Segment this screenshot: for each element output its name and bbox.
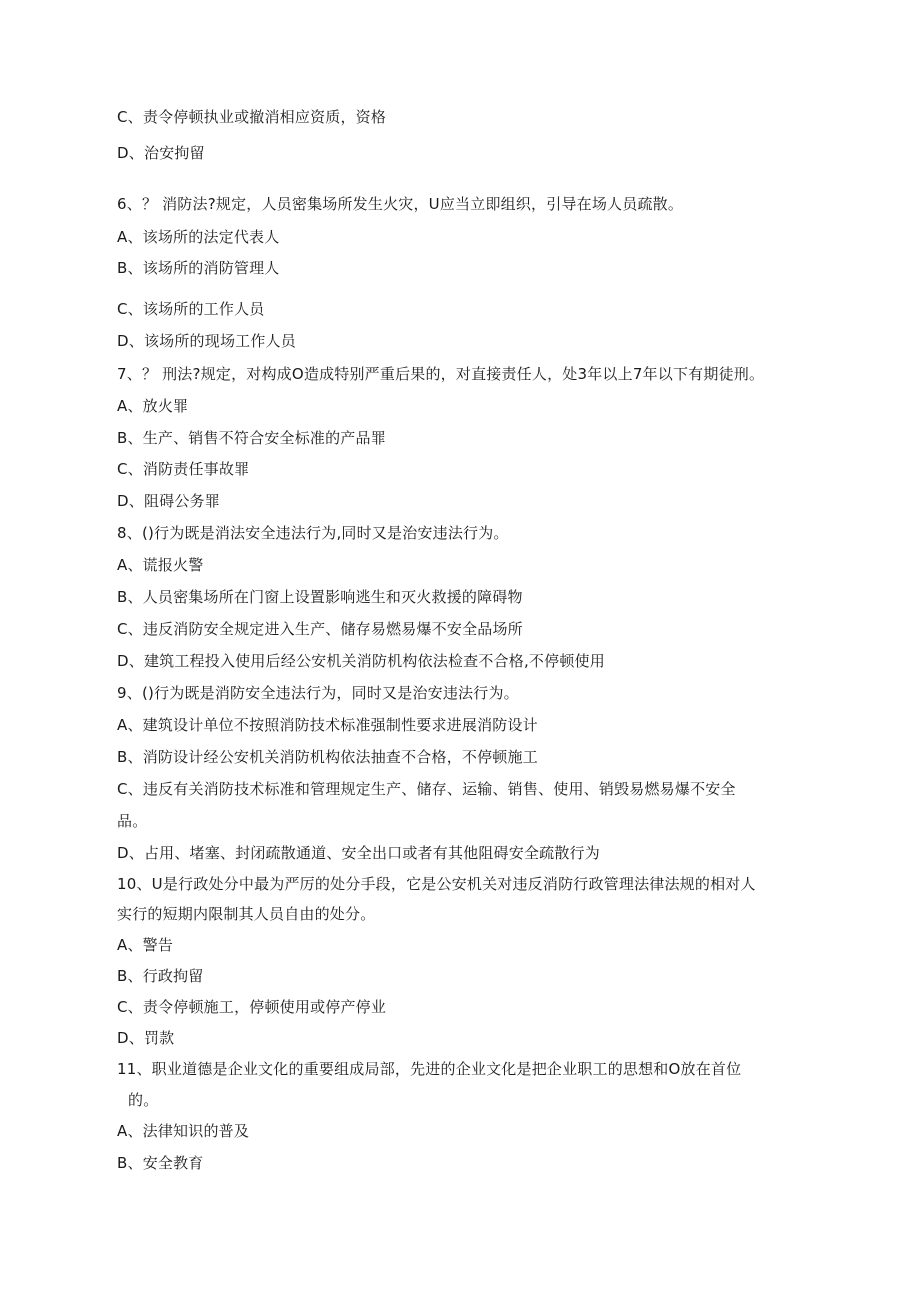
option-6c: C、该场所的工作人员 <box>117 300 265 318</box>
option-7c: C、消防责任事故罪 <box>117 460 250 478</box>
question-6: 6、？ 消防法?规定，人员密集场所发生火灾，U应当立即组织，引导在场人员疏散。 <box>117 195 684 213</box>
option-7b: B、生产、销售不符合安全标准的产品罪 <box>117 429 386 447</box>
option-7d: D、阻碍公务罪 <box>117 492 220 510</box>
option-9b: B、消防设计经公安机关消防机构依法抽查不合格，不停顿施工 <box>117 748 538 766</box>
question-11-continuation: 的。 <box>128 1091 159 1109</box>
question-10: 10、U是行政处分中最为严厉的处分手段，它是公安机关对违反消防行政管理法律法规的相对人 <box>117 875 756 893</box>
option-11b: B、安全教育 <box>117 1154 204 1172</box>
option-6d: D、该场所的现场工作人员 <box>117 332 296 350</box>
question-9: 9、()行为既是消防安全违法行为，同时又是治安违法行为。 <box>117 684 519 702</box>
option-8b: B、人员密集场所在门窗上设置影响逃生和灭火救援的障碍物 <box>117 588 523 606</box>
question-10-continuation: 实行的短期内限制其人员自由的处分。 <box>117 905 376 923</box>
option-5c: C、责令停顿执业或撤消相应资质，资格 <box>117 108 387 126</box>
option-8a: A、谎报火警 <box>117 556 204 574</box>
option-9c: C、违反有关消防技术标准和管理规定生产、储存、运输、销售、使用、销毁易燃易爆不安全 <box>117 780 736 798</box>
option-6a: A、该场所的法定代表人 <box>117 228 280 246</box>
question-11: 11、职业道德是企业文化的重要组成局部，先进的企业文化是把企业职工的思想和O放在首位 <box>117 1060 742 1078</box>
option-10d: D、罚款 <box>117 1029 175 1047</box>
option-9c-continuation: 品。 <box>117 812 148 830</box>
option-11a: A、法律知识的普及 <box>117 1122 250 1140</box>
option-10c: C、责令停顿施工，停顿使用或停产停业 <box>117 998 387 1016</box>
option-9a: A、建筑设计单位不按照消防技术标准强制性要求进展消防设计 <box>117 716 538 734</box>
option-8c: C、违反消防安全规定进入生产、储存易燃易爆不安全品场所 <box>117 620 523 638</box>
option-8d: D、建筑工程投入使用后经公安机关消防机构依法检查不合格,不停顿使用 <box>117 652 605 670</box>
option-6b: B、该场所的消防管理人 <box>117 259 280 277</box>
question-7: 7、？ 刑法?规定，对构成O造成特别严重后果的，对直接责任人，处3年以上7年以下有期徒刑。 <box>117 365 765 383</box>
option-10a: A、警告 <box>117 936 174 954</box>
question-8: 8、()行为既是消法安全违法行为,同时又是治安违法行为。 <box>117 524 509 542</box>
option-5d: D、治安拘留 <box>117 144 205 162</box>
option-10b: B、行政拘留 <box>117 967 204 985</box>
option-9d: D、占用、堵塞、封闭疏散通道、安全出口或者有其他阻碍安全疏散行为 <box>117 844 600 862</box>
option-7a: A、放火罪 <box>117 397 189 415</box>
